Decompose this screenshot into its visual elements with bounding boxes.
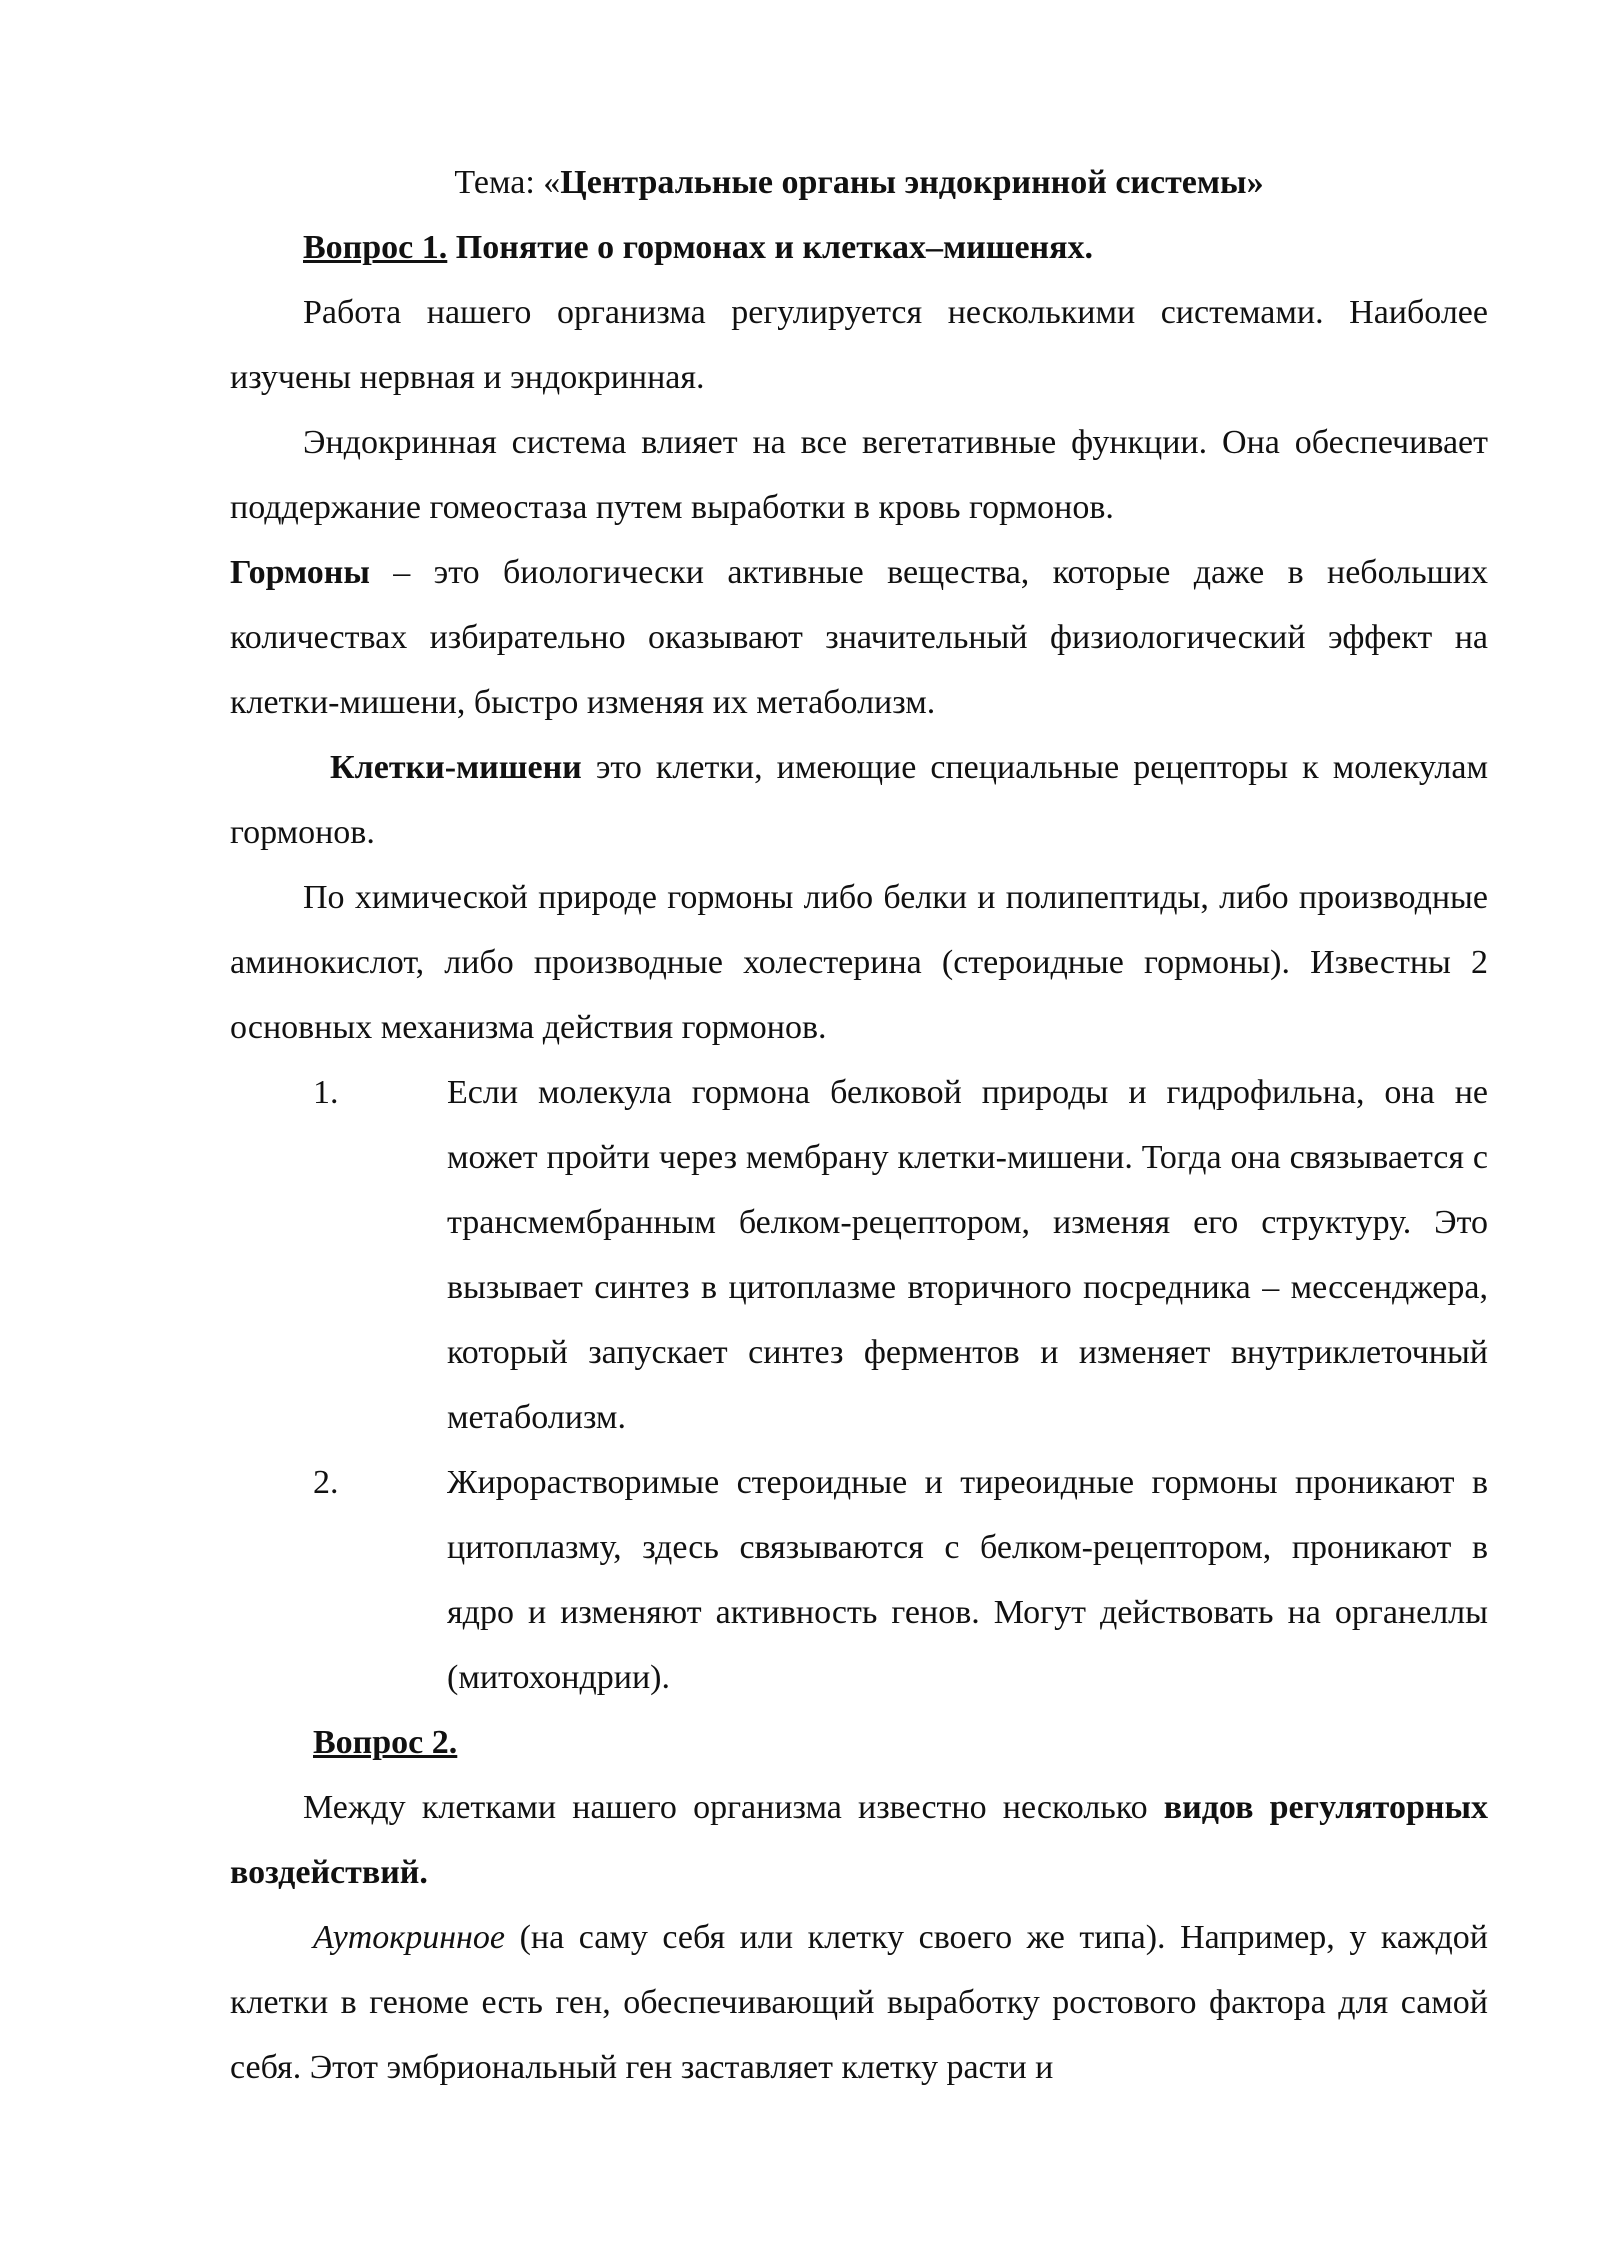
- term-target-cells: Клетки-мишени: [330, 749, 582, 786]
- paragraph-4: [230, 735, 1488, 865]
- list-item-number: 2.: [313, 1464, 339, 1501]
- question-1-heading: [230, 215, 1488, 280]
- paragraph-6: [230, 1775, 1488, 1905]
- title-suffix: »: [1246, 164, 1264, 201]
- question-2-heading: [230, 1710, 1488, 1775]
- list-item: [230, 1060, 1488, 1450]
- list-item-text: Жирорастворимые стероидные и тиреоидные гормоны проникают в цитоплазму, здесь связываются с белком-рецептором, проникают в ядро и изменяют активность генов. Могут действовать на органеллы (митохондрии).: [447, 1464, 1488, 1696]
- mechanisms-list: [230, 1060, 1488, 1710]
- list-item-number: 1.: [313, 1074, 339, 1111]
- page-title: [230, 150, 1488, 215]
- paragraph-1: Работа нашего организма регулируется несколькими системами. Наиболее изучены нервная и эндокринная.: [230, 294, 1488, 396]
- question-2-label: Вопрос 2.: [313, 1724, 458, 1761]
- paragraph-6-text: Между клетками нашего организма известно несколько: [303, 1789, 1164, 1826]
- document-content: [230, 150, 1488, 2100]
- list-item-text: Если молекула гормона белковой природы и гидрофильна, она не может пройти через мембрану клетки-мишени. Тогда она связывается с трансмембранным белком-рецептором, изменяя его структуру. Это вызывает синтез в цитоплазме вторичного посредника – мессенджера, который запускает синтез ферментов и изменяет внутриклеточный метаболизм.: [447, 1074, 1488, 1436]
- title-main: Центральные органы эндокринной системы: [560, 164, 1247, 201]
- paragraph-3: [230, 540, 1488, 735]
- question-1-label: Вопрос 1.: [303, 229, 448, 266]
- list-item: [230, 1450, 1488, 1710]
- paragraph-7-text: (на саму себя или клетку своего же типа). Например, у каждой клетки в геноме есть ген, обеспечивающий выработку ростового фактора для самой себя. Этот эмбриональный ген заставляет клетку расти и: [230, 1919, 1488, 2086]
- title-prefix: Тема: «: [454, 164, 561, 201]
- term-autocrine: Аутокринное: [313, 1919, 506, 1956]
- paragraph-7: [230, 1905, 1488, 2100]
- paragraph-6-bold: видов регуляторных воздействий.: [230, 1789, 1488, 1891]
- paragraph-4-text: это клетки, имеющие специальные рецепторы к молекулам гормонов.: [230, 749, 1488, 851]
- term-hormones: Гормоны: [230, 554, 370, 591]
- paragraph-3-text: – это биологически активные вещества, которые даже в небольших количествах избирательно оказывают значительный физиологический эффект на клетки-мишени, быстро изменяя их метаболизм.: [230, 554, 1488, 721]
- paragraph-5: По химической природе гормоны либо белки и полипептиды, либо производные аминокислот, либо производные холестерина (стероидные гормоны). Известны 2 основных механизма действия гормонов.: [230, 879, 1488, 1046]
- paragraph-2: Эндокринная система влияет на все вегетативные функции. Она обеспечивает поддержание гомеостаза путем выработки в кровь гормонов.: [230, 424, 1488, 526]
- question-1-text: Понятие о гормонах и клетках–мишенях.: [455, 229, 1094, 266]
